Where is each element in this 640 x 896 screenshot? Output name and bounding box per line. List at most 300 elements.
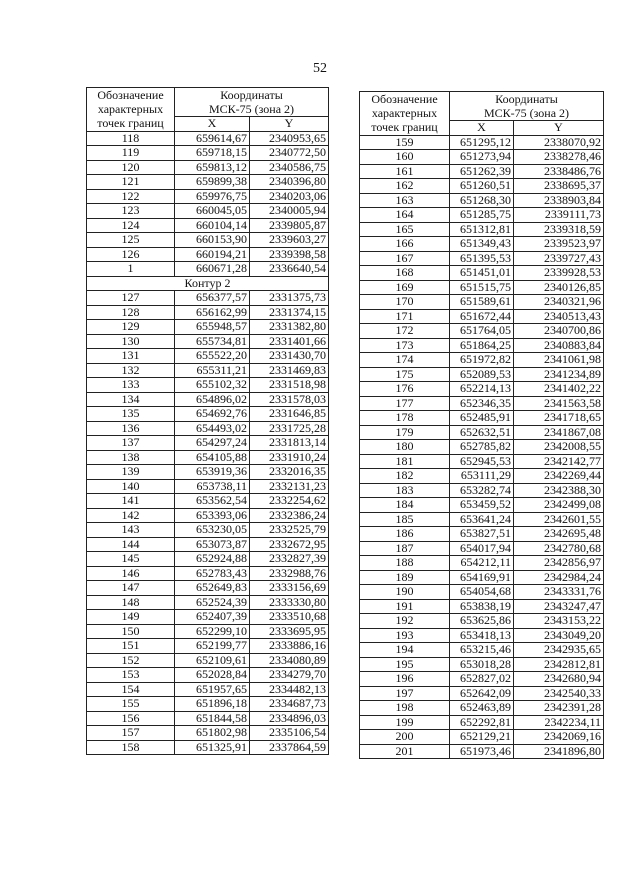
point-number-cell: 173 <box>360 338 450 353</box>
x-coordinate-cell: 653641,24 <box>450 512 514 527</box>
table-row <box>87 291 329 306</box>
point-number-cell: 154 <box>87 682 175 697</box>
y-coordinate-cell: 2332131,23 <box>250 479 329 494</box>
contour-label: Контур 2 <box>87 276 329 291</box>
table-row <box>360 599 604 614</box>
table-row <box>87 494 329 509</box>
x-coordinate-cell: 652028,84 <box>175 668 250 683</box>
header-label-line: точек границ <box>371 120 438 135</box>
point-number-cell: 198 <box>360 701 450 716</box>
table-row <box>87 189 329 204</box>
x-coordinate-cell: 652109,61 <box>175 653 250 668</box>
point-number-cell: 118 <box>87 131 175 146</box>
header-label-line: Обозначение <box>97 88 164 103</box>
x-coordinate-cell: 659976,75 <box>175 189 250 204</box>
x-coordinate-cell: 652649,83 <box>175 581 250 596</box>
y-coordinate-cell: 2339111,73 <box>514 208 604 223</box>
table-row <box>87 711 329 726</box>
table-row <box>360 324 604 339</box>
x-coordinate-cell: 655311,21 <box>175 363 250 378</box>
table-row <box>87 320 329 335</box>
y-coordinate-cell: 2338903,84 <box>514 193 604 208</box>
table-row <box>360 527 604 542</box>
x-coordinate-cell: 653459,52 <box>450 498 514 513</box>
y-coordinate-cell: 2340005,94 <box>250 204 329 219</box>
point-number-cell: 133 <box>87 378 175 393</box>
x-coordinate-cell: 652924,88 <box>175 552 250 567</box>
point-number-cell: 119 <box>87 146 175 161</box>
x-coordinate-cell: 655102,32 <box>175 378 250 393</box>
point-number-cell: 152 <box>87 653 175 668</box>
point-number-cell: 167 <box>360 251 450 266</box>
point-number-cell: 188 <box>360 556 450 571</box>
x-coordinate-cell: 660045,05 <box>175 204 250 219</box>
table-row <box>360 744 604 759</box>
table-row <box>87 204 329 219</box>
table-row <box>360 222 604 237</box>
point-number-cell: 120 <box>87 160 175 175</box>
table-row <box>360 396 604 411</box>
point-number-cell: 141 <box>87 494 175 509</box>
y-coordinate-cell: 2331382,80 <box>250 320 329 335</box>
x-coordinate-cell: 651515,75 <box>450 280 514 295</box>
y-coordinate-cell: 2339928,53 <box>514 266 604 281</box>
x-coordinate-cell: 654017,94 <box>450 541 514 556</box>
y-coordinate-cell: 2332827,39 <box>250 552 329 567</box>
contour-row <box>87 276 329 291</box>
y-coordinate-cell: 2331725,28 <box>250 421 329 436</box>
table-row <box>87 653 329 668</box>
table-row <box>87 146 329 161</box>
point-number-cell: 136 <box>87 421 175 436</box>
x-coordinate-cell: 652632,51 <box>450 425 514 440</box>
table-row <box>87 218 329 233</box>
x-coordinate-cell: 653018,28 <box>450 657 514 672</box>
table-row <box>87 465 329 480</box>
y-coordinate-cell: 2339727,43 <box>514 251 604 266</box>
point-number-cell: 184 <box>360 498 450 513</box>
table-row <box>360 556 604 571</box>
x-coordinate-cell: 652346,35 <box>450 396 514 411</box>
y-coordinate-cell: 2331469,83 <box>250 363 329 378</box>
table-row <box>87 624 329 639</box>
point-number-cell: 176 <box>360 382 450 397</box>
y-coordinate-cell: 2332525,79 <box>250 523 329 538</box>
table-row <box>87 450 329 465</box>
table-row <box>87 595 329 610</box>
point-number-cell: 200 <box>360 730 450 745</box>
table-row <box>87 566 329 581</box>
x-coordinate-cell: 653073,87 <box>175 537 250 552</box>
header-coords-line: Координаты <box>495 92 558 106</box>
x-coordinate-cell: 651268,30 <box>450 193 514 208</box>
y-coordinate-cell: 2342680,94 <box>514 672 604 687</box>
y-coordinate-cell: 2340586,75 <box>250 160 329 175</box>
point-number-cell: 192 <box>360 614 450 629</box>
table-row <box>360 367 604 382</box>
y-coordinate-cell: 2337864,59 <box>250 740 329 755</box>
y-coordinate-cell: 2334080,89 <box>250 653 329 668</box>
table-row <box>360 251 604 266</box>
y-coordinate-cell: 2342234,11 <box>514 715 604 730</box>
table-row <box>360 411 604 426</box>
point-number-cell: 190 <box>360 585 450 600</box>
point-number-cell: 127 <box>87 291 175 306</box>
point-number-cell: 164 <box>360 208 450 223</box>
y-coordinate-cell: 2340953,65 <box>250 131 329 146</box>
y-coordinate-cell: 2335106,54 <box>250 726 329 741</box>
table-row <box>360 614 604 629</box>
y-coordinate-cell: 2334896,03 <box>250 711 329 726</box>
right-table-body <box>360 135 604 759</box>
y-coordinate-cell: 2342601,55 <box>514 512 604 527</box>
y-coordinate-cell: 2334279,70 <box>250 668 329 683</box>
header-label-line: характерных <box>97 102 164 117</box>
x-coordinate-cell: 653111,29 <box>450 469 514 484</box>
y-coordinate-cell: 2340700,86 <box>514 324 604 339</box>
point-number-cell: 122 <box>87 189 175 204</box>
x-coordinate-cell: 652485,91 <box>450 411 514 426</box>
x-coordinate-cell: 652945,53 <box>450 454 514 469</box>
table-row <box>360 585 604 600</box>
x-coordinate-cell: 660671,28 <box>175 262 250 277</box>
x-coordinate-cell: 652129,21 <box>450 730 514 745</box>
y-header: Y <box>250 117 329 132</box>
point-number-cell: 182 <box>360 469 450 484</box>
x-coordinate-cell: 660104,14 <box>175 218 250 233</box>
table-row <box>87 175 329 190</box>
x-coordinate-cell: 652783,43 <box>175 566 250 581</box>
table-row <box>87 581 329 596</box>
table-row <box>360 425 604 440</box>
y-coordinate-cell: 2342008,55 <box>514 440 604 455</box>
x-coordinate-cell: 652089,53 <box>450 367 514 382</box>
point-number-cell: 191 <box>360 599 450 614</box>
page-number: 52 <box>313 61 327 76</box>
table-row <box>360 657 604 672</box>
point-number-cell: 158 <box>87 740 175 755</box>
y-coordinate-cell: 2331813,14 <box>250 436 329 451</box>
table-row <box>360 164 604 179</box>
y-coordinate-cell: 2338070,92 <box>514 135 604 150</box>
table-row <box>360 280 604 295</box>
point-number-cell: 174 <box>360 353 450 368</box>
x-coordinate-cell: 654105,88 <box>175 450 250 465</box>
table-row <box>87 363 329 378</box>
y-coordinate-cell: 2343331,76 <box>514 585 604 600</box>
table-row <box>360 353 604 368</box>
y-coordinate-cell: 2332016,35 <box>250 465 329 480</box>
point-number-cell: 166 <box>360 237 450 252</box>
point-number-cell: 139 <box>87 465 175 480</box>
point-number-cell: 124 <box>87 218 175 233</box>
header-coords-line: МСК-75 (зона 2) <box>483 106 570 120</box>
x-coordinate-cell: 651260,51 <box>450 179 514 194</box>
y-coordinate-cell: 2342984,24 <box>514 570 604 585</box>
table-row <box>360 338 604 353</box>
x-coordinate-cell: 654054,68 <box>450 585 514 600</box>
x-coordinate-cell: 651672,44 <box>450 309 514 324</box>
point-number-cell: 130 <box>87 334 175 349</box>
point-number-cell: 181 <box>360 454 450 469</box>
x-coordinate-cell: 652199,77 <box>175 639 250 654</box>
y-coordinate-cell: 2340513,43 <box>514 309 604 324</box>
x-coordinate-cell: 659718,15 <box>175 146 250 161</box>
point-number-cell: 126 <box>87 247 175 262</box>
x-coordinate-cell: 654212,11 <box>450 556 514 571</box>
table-row <box>360 382 604 397</box>
point-number-cell: 142 <box>87 508 175 523</box>
table-row <box>360 701 604 716</box>
point-number-cell: 172 <box>360 324 450 339</box>
point-number-cell: 186 <box>360 527 450 542</box>
y-coordinate-cell: 2338486,76 <box>514 164 604 179</box>
table-row <box>360 454 604 469</box>
y-coordinate-cell: 2341563,58 <box>514 396 604 411</box>
point-number-cell: 144 <box>87 537 175 552</box>
point-number-cell: 197 <box>360 686 450 701</box>
y-coordinate-cell: 2341718,65 <box>514 411 604 426</box>
y-coordinate-cell: 2333510,68 <box>250 610 329 625</box>
table-row <box>360 570 604 585</box>
x-coordinate-cell: 659813,12 <box>175 160 250 175</box>
table-row <box>360 179 604 194</box>
table-row <box>360 193 604 208</box>
x-coordinate-cell: 660194,21 <box>175 247 250 262</box>
coordinates-header <box>450 92 604 121</box>
table-row <box>87 436 329 451</box>
table-row <box>87 726 329 741</box>
y-coordinate-cell: 2339603,27 <box>250 233 329 248</box>
x-coordinate-cell: 653827,51 <box>450 527 514 542</box>
y-coordinate-cell: 2343153,22 <box>514 614 604 629</box>
point-number-cell: 151 <box>87 639 175 654</box>
x-coordinate-cell: 653562,54 <box>175 494 250 509</box>
x-coordinate-cell: 652299,10 <box>175 624 250 639</box>
point-number-cell: 146 <box>87 566 175 581</box>
y-coordinate-cell: 2341896,80 <box>514 744 604 759</box>
left-coordinates-table <box>86 87 329 755</box>
y-coordinate-cell: 2338278,46 <box>514 150 604 165</box>
point-number-cell: 160 <box>360 150 450 165</box>
y-header: Y <box>514 121 604 136</box>
y-coordinate-cell: 2333156,69 <box>250 581 329 596</box>
x-coordinate-cell: 653838,19 <box>450 599 514 614</box>
x-coordinate-cell: 653282,74 <box>450 483 514 498</box>
x-coordinate-cell: 651262,39 <box>450 164 514 179</box>
table-row <box>87 378 329 393</box>
table-row <box>360 135 604 150</box>
y-coordinate-cell: 2339523,97 <box>514 237 604 252</box>
y-coordinate-cell: 2342540,33 <box>514 686 604 701</box>
x-coordinate-cell: 659899,38 <box>175 175 250 190</box>
point-number-cell: 137 <box>87 436 175 451</box>
table-row <box>360 541 604 556</box>
table-row <box>360 643 604 658</box>
x-coordinate-cell: 654297,24 <box>175 436 250 451</box>
table-row <box>360 208 604 223</box>
x-coordinate-cell: 652524,39 <box>175 595 250 610</box>
x-coordinate-cell: 654169,91 <box>450 570 514 585</box>
x-coordinate-cell: 651312,81 <box>450 222 514 237</box>
y-coordinate-cell: 2331401,66 <box>250 334 329 349</box>
table-row <box>87 639 329 654</box>
table-row <box>360 237 604 252</box>
point-number-cell: 129 <box>87 320 175 335</box>
y-coordinate-cell: 2339398,58 <box>250 247 329 262</box>
x-coordinate-cell: 655734,81 <box>175 334 250 349</box>
point-number-cell: 170 <box>360 295 450 310</box>
point-number-cell: 193 <box>360 628 450 643</box>
x-coordinate-cell: 655522,20 <box>175 349 250 364</box>
x-coordinate-cell: 652407,39 <box>175 610 250 625</box>
y-coordinate-cell: 2331578,03 <box>250 392 329 407</box>
table-row <box>360 512 604 527</box>
header-coords-line: Координаты <box>220 88 283 102</box>
table-row <box>87 421 329 436</box>
point-number-cell: 145 <box>87 552 175 567</box>
table-row <box>87 668 329 683</box>
y-coordinate-cell: 2343049,20 <box>514 628 604 643</box>
x-coordinate-cell: 653230,05 <box>175 523 250 538</box>
point-number-cell: 196 <box>360 672 450 687</box>
point-number-cell: 177 <box>360 396 450 411</box>
point-number-cell: 169 <box>360 280 450 295</box>
y-coordinate-cell: 2340772,50 <box>250 146 329 161</box>
table-row <box>87 610 329 625</box>
header-label-line: характерных <box>371 106 438 121</box>
point-number-cell: 171 <box>360 309 450 324</box>
y-coordinate-cell: 2342856,97 <box>514 556 604 571</box>
x-coordinate-cell: 651957,65 <box>175 682 250 697</box>
point-number-cell: 128 <box>87 305 175 320</box>
x-coordinate-cell: 651764,05 <box>450 324 514 339</box>
point-number-cell: 168 <box>360 266 450 281</box>
table-row <box>87 233 329 248</box>
point-number-cell: 187 <box>360 541 450 556</box>
point-number-cell: 163 <box>360 193 450 208</box>
point-number-cell: 149 <box>87 610 175 625</box>
y-coordinate-cell: 2340396,80 <box>250 175 329 190</box>
table-row <box>87 305 329 320</box>
y-coordinate-cell: 2331646,85 <box>250 407 329 422</box>
point-number-cell: 165 <box>360 222 450 237</box>
x-coordinate-cell: 651395,53 <box>450 251 514 266</box>
y-coordinate-cell: 2334482,13 <box>250 682 329 697</box>
y-coordinate-cell: 2331430,70 <box>250 349 329 364</box>
point-label-header <box>87 88 175 132</box>
left-table-body-contour-1 <box>87 131 329 276</box>
y-coordinate-cell: 2341234,89 <box>514 367 604 382</box>
y-coordinate-cell: 2342069,16 <box>514 730 604 745</box>
point-number-cell: 131 <box>87 349 175 364</box>
x-coordinate-cell: 654493,02 <box>175 421 250 436</box>
x-coordinate-cell: 651972,82 <box>450 353 514 368</box>
table-row <box>360 440 604 455</box>
point-number-cell: 175 <box>360 367 450 382</box>
x-coordinate-cell: 651589,61 <box>450 295 514 310</box>
point-number-cell: 148 <box>87 595 175 610</box>
header-label-line: точек границ <box>97 116 164 131</box>
table-row <box>87 552 329 567</box>
point-number-cell: 147 <box>87 581 175 596</box>
table-row <box>87 160 329 175</box>
y-coordinate-cell: 2342388,30 <box>514 483 604 498</box>
x-coordinate-cell: 651451,01 <box>450 266 514 281</box>
x-coordinate-cell: 654692,76 <box>175 407 250 422</box>
y-coordinate-cell: 2343247,47 <box>514 599 604 614</box>
x-coordinate-cell: 651325,91 <box>175 740 250 755</box>
table-row <box>360 672 604 687</box>
table-row <box>360 686 604 701</box>
table-row <box>87 392 329 407</box>
point-number-cell: 123 <box>87 204 175 219</box>
table-row <box>360 469 604 484</box>
y-coordinate-cell: 2333330,80 <box>250 595 329 610</box>
point-number-cell: 1 <box>87 262 175 277</box>
y-coordinate-cell: 2332254,62 <box>250 494 329 509</box>
x-coordinate-cell: 653919,36 <box>175 465 250 480</box>
y-coordinate-cell: 2341867,08 <box>514 425 604 440</box>
y-coordinate-cell: 2331374,15 <box>250 305 329 320</box>
x-coordinate-cell: 655948,57 <box>175 320 250 335</box>
y-coordinate-cell: 2342269,44 <box>514 469 604 484</box>
y-coordinate-cell: 2342391,28 <box>514 701 604 716</box>
table-row <box>87 334 329 349</box>
y-coordinate-cell: 2342780,68 <box>514 541 604 556</box>
x-coordinate-cell: 656377,57 <box>175 291 250 306</box>
table-row <box>87 740 329 755</box>
y-coordinate-cell: 2341061,98 <box>514 353 604 368</box>
right-coordinates-table <box>359 91 604 759</box>
table-row <box>87 697 329 712</box>
y-coordinate-cell: 2339318,59 <box>514 222 604 237</box>
y-coordinate-cell: 2340883,84 <box>514 338 604 353</box>
table-row <box>360 150 604 165</box>
y-coordinate-cell: 2334687,73 <box>250 697 329 712</box>
table-row <box>360 715 604 730</box>
y-coordinate-cell: 2342695,48 <box>514 527 604 542</box>
x-coordinate-cell: 651973,46 <box>450 744 514 759</box>
x-coordinate-cell: 654896,02 <box>175 392 250 407</box>
x-coordinate-cell: 651349,43 <box>450 237 514 252</box>
y-coordinate-cell: 2333886,16 <box>250 639 329 654</box>
y-coordinate-cell: 2342142,77 <box>514 454 604 469</box>
x-coordinate-cell: 651273,94 <box>450 150 514 165</box>
point-number-cell: 132 <box>87 363 175 378</box>
x-coordinate-cell: 653215,46 <box>450 643 514 658</box>
point-number-cell: 162 <box>360 179 450 194</box>
x-coordinate-cell: 652785,82 <box>450 440 514 455</box>
point-number-cell: 125 <box>87 233 175 248</box>
table-row <box>360 628 604 643</box>
x-coordinate-cell: 653625,86 <box>450 614 514 629</box>
y-coordinate-cell: 2332988,76 <box>250 566 329 581</box>
y-coordinate-cell: 2331375,73 <box>250 291 329 306</box>
x-header: X <box>175 117 250 132</box>
x-coordinate-cell: 653393,06 <box>175 508 250 523</box>
y-coordinate-cell: 2331518,98 <box>250 378 329 393</box>
y-coordinate-cell: 2340203,06 <box>250 189 329 204</box>
table-row <box>87 682 329 697</box>
y-coordinate-cell: 2331910,24 <box>250 450 329 465</box>
x-coordinate-cell: 652463,89 <box>450 701 514 716</box>
table-row <box>87 349 329 364</box>
x-coordinate-cell: 651896,18 <box>175 697 250 712</box>
point-number-cell: 135 <box>87 407 175 422</box>
point-number-cell: 194 <box>360 643 450 658</box>
table-row <box>360 309 604 324</box>
